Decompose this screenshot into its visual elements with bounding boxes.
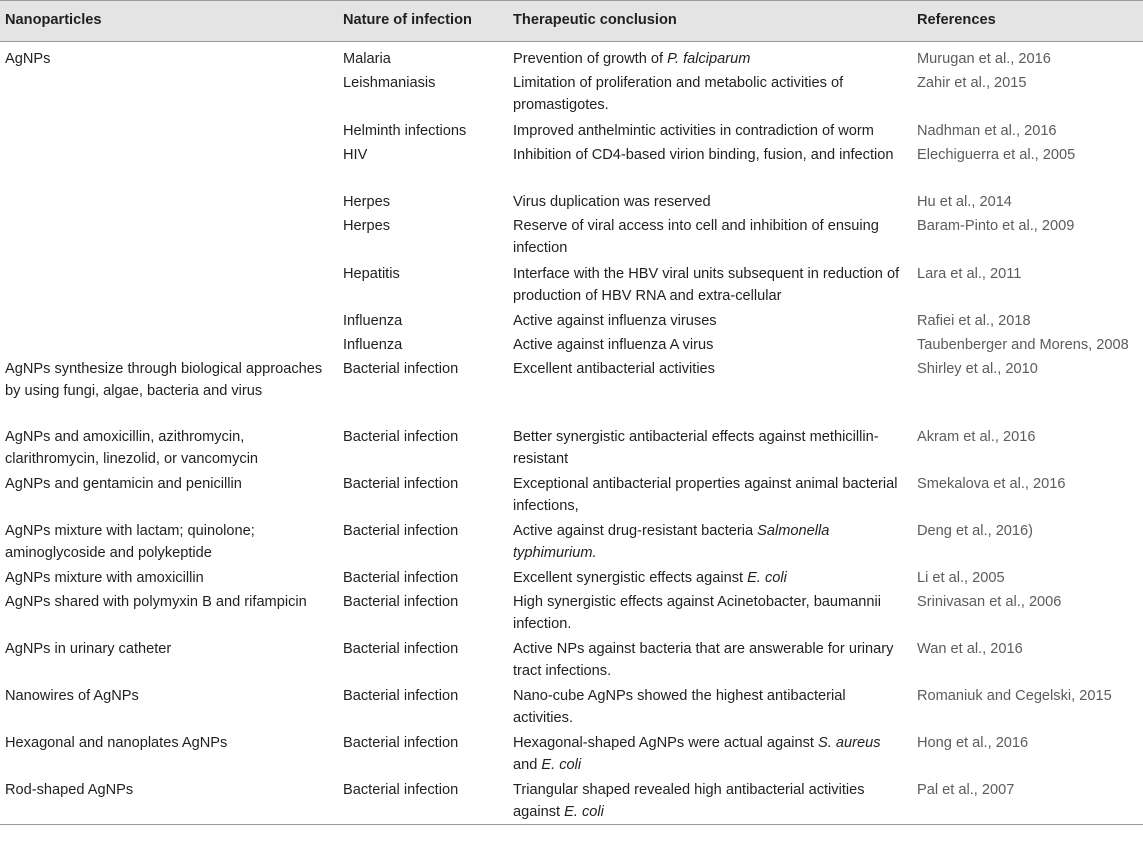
- cell-nature-of-infection: Hepatitis: [343, 266, 400, 282]
- table-row: [0, 514, 1143, 561]
- cell-reference: Elechiguerra et al., 2005: [917, 147, 1076, 163]
- table-row: [0, 726, 1143, 773]
- cell-reference: Hong et al., 2016: [917, 735, 1029, 751]
- cell-therapeutic-conclusion: [513, 145, 908, 167]
- cell-nature-of-infection: HIV: [343, 147, 368, 163]
- table-row: [0, 138, 1143, 185]
- cell-therapeutic-conclusion: [513, 592, 908, 636]
- table-row: [0, 467, 1143, 514]
- cell-reference: Lara et al., 2011: [917, 266, 1022, 282]
- header-therapeutic-conclusion: Therapeutic conclusion: [513, 12, 677, 28]
- table-row: [0, 42, 1143, 66]
- cell-reference: Romaniuk and Cegelski, 2015: [917, 688, 1112, 704]
- cell-nature-of-infection: Herpes: [343, 194, 391, 210]
- table-row: [0, 352, 1143, 420]
- cell-nanoparticles: AgNPs and gentamicin and penicillin: [5, 476, 242, 492]
- conclusion-text: Limitation of proliferation and metabolic activities of promastigotes.: [513, 75, 844, 113]
- cell-therapeutic-conclusion: [513, 427, 908, 471]
- cell-nature-of-infection: Bacterial infection: [343, 782, 459, 798]
- table-row: [0, 773, 1143, 820]
- conclusion-text: High synergistic effects against Acinetobacter, baumannii infection.: [513, 594, 882, 632]
- conclusion-species-name: Salmonella typhimurium.: [513, 523, 830, 561]
- conclusion-species-name: S. aureus: [818, 735, 881, 751]
- cell-reference: Zahir et al., 2015: [917, 75, 1027, 91]
- conclusion-text: Active against drug-resistant bacteria: [513, 523, 758, 539]
- cell-nature-of-infection: Leishmaniasis: [343, 75, 436, 91]
- cell-reference: Murugan et al., 2016: [917, 51, 1051, 67]
- conclusion-text: Reserve of viral access into cell and inhibition of ensuing infection: [513, 218, 879, 256]
- cell-nanoparticles: AgNPs shared with polymyxin B and rifampicin: [5, 594, 307, 610]
- header-references: References: [917, 12, 996, 28]
- cell-reference: Li et al., 2005: [917, 570, 1005, 586]
- conclusion-species-name: E. coli: [747, 570, 787, 586]
- conclusion-text: Triangular shaped revealed high antibacterial activities against: [513, 782, 865, 820]
- table-row: [0, 209, 1143, 257]
- cell-reference: Deng et al., 2016): [917, 523, 1034, 539]
- cell-nanoparticles: AgNPs synthesize through biological approaches by using fungi, algae, bacteria and virus: [5, 361, 323, 399]
- table-row: [0, 66, 1143, 114]
- conclusion-species-name: E. coli: [564, 803, 604, 820]
- table-row: [0, 679, 1143, 726]
- table-body: [0, 42, 1143, 820]
- cell-nature-of-infection: Influenza: [343, 337, 403, 353]
- cell-therapeutic-conclusion: [513, 780, 908, 824]
- cell-therapeutic-conclusion: [513, 73, 908, 117]
- header-nanoparticles: Nanoparticles: [5, 12, 102, 28]
- conclusion-text: Inhibition of CD4-based virion binding, fusion, and infection: [513, 147, 894, 163]
- conclusion-text: Exceptional antibacterial properties against animal bacterial infections,: [513, 476, 898, 514]
- conclusion-text: Virus duplication was reserved: [513, 194, 711, 210]
- conclusion-text: Better synergistic antibacterial effects against methicillin-resistant: [513, 429, 879, 467]
- cell-reference: Shirley et al., 2010: [917, 361, 1038, 377]
- cell-nature-of-infection: Bacterial infection: [343, 641, 459, 657]
- conclusion-species-name: E. coli: [541, 756, 582, 773]
- cell-reference: Taubenberger and Morens, 2008: [917, 337, 1129, 353]
- cell-nature-of-infection: Bacterial infection: [343, 688, 459, 704]
- cell-therapeutic-conclusion: [513, 521, 908, 565]
- table-header: [0, 1, 1143, 42]
- table-row: [0, 185, 1143, 209]
- cell-reference: Wan et al., 2016: [917, 641, 1023, 657]
- conclusion-text: Interface with the HBV viral units subsequent in reduction of production of HBV RNA and extra-cellular: [513, 266, 900, 304]
- table-row: [0, 420, 1143, 467]
- cell-nature-of-infection: Bacterial infection: [343, 476, 459, 492]
- cell-nanoparticles: AgNPs mixture with lactam; quinolone; aminoglycoside and polykeptide: [5, 523, 255, 561]
- cell-therapeutic-conclusion: [513, 733, 908, 777]
- table-row: [0, 561, 1143, 585]
- table-row: [0, 632, 1143, 679]
- cell-therapeutic-conclusion: [513, 474, 908, 518]
- header-nature-of-infection: Nature of infection: [343, 12, 472, 28]
- table-row: [0, 304, 1143, 328]
- cell-nanoparticles: Hexagonal and nanoplates AgNPs: [5, 735, 228, 751]
- conclusion-text: Hexagonal-shaped AgNPs were actual against: [513, 735, 819, 751]
- cell-therapeutic-conclusion: [513, 264, 908, 308]
- conclusion-text: Active against influenza A virus: [513, 337, 714, 353]
- conclusion-text: Active against influenza viruses: [513, 313, 717, 329]
- table-row: [0, 585, 1143, 632]
- cell-nanoparticles: AgNPs in urinary catheter: [5, 641, 172, 657]
- table-row: [0, 328, 1143, 352]
- cell-nature-of-infection: Herpes: [343, 218, 391, 234]
- cell-reference: Baram-Pinto et al., 2009: [917, 218, 1075, 234]
- cell-nanoparticles: AgNPs and amoxicillin, azithromycin, clarithromycin, linezolid, or vancomycin: [5, 429, 259, 467]
- cell-therapeutic-conclusion: [513, 216, 908, 260]
- cell-nature-of-infection: Malaria: [343, 51, 391, 67]
- cell-therapeutic-conclusion: [513, 359, 908, 381]
- cell-nanoparticles: Rod-shaped AgNPs: [5, 782, 134, 798]
- table-row: [0, 114, 1143, 138]
- cell-reference: Nadhman et al., 2016: [917, 123, 1057, 139]
- cell-nature-of-infection: Influenza: [343, 313, 403, 329]
- conclusion-text: Excellent synergistic effects against: [513, 570, 748, 586]
- conclusion-text: Nano-cube AgNPs showed the highest antibacterial activities.: [513, 688, 846, 726]
- cell-nanoparticles: Nanowires of AgNPs: [5, 688, 139, 704]
- cell-nature-of-infection: Helminth infections: [343, 123, 467, 139]
- cell-nature-of-infection: Bacterial infection: [343, 570, 459, 586]
- table-bottom-rule: [0, 824, 1143, 825]
- cell-reference: Rafiei et al., 2018: [917, 313, 1031, 329]
- cell-nature-of-infection: Bacterial infection: [343, 594, 459, 610]
- conclusion-text: Improved anthelmintic activities in contradiction of worm: [513, 123, 874, 139]
- cell-reference: Akram et al., 2016: [917, 429, 1036, 445]
- cell-reference: Hu et al., 2014: [917, 194, 1012, 210]
- cell-therapeutic-conclusion: [513, 639, 908, 683]
- cell-reference: Srinivasan et al., 2006: [917, 594, 1062, 610]
- cell-therapeutic-conclusion: [513, 686, 908, 730]
- conclusion-species-name: P. falciparum: [667, 51, 751, 67]
- cell-nature-of-infection: Bacterial infection: [343, 429, 459, 445]
- cell-nanoparticles: AgNPs: [5, 51, 51, 67]
- conclusion-text: Active NPs against bacteria that are answerable for urinary tract infections.: [513, 641, 894, 679]
- cell-reference: Smekalova et al., 2016: [917, 476, 1066, 492]
- cell-nature-of-infection: Bacterial infection: [343, 735, 459, 751]
- conclusion-text-continued: and: [513, 756, 542, 773]
- conclusion-text: Prevention of growth of: [513, 51, 668, 67]
- conclusion-text: Excellent antibacterial activities: [513, 361, 715, 377]
- table-row: [0, 257, 1143, 304]
- cell-nanoparticles: AgNPs mixture with amoxicillin: [5, 570, 204, 586]
- cell-nature-of-infection: Bacterial infection: [343, 361, 459, 377]
- cell-nature-of-infection: Bacterial infection: [343, 523, 459, 539]
- cell-reference: Pal et al., 2007: [917, 782, 1015, 798]
